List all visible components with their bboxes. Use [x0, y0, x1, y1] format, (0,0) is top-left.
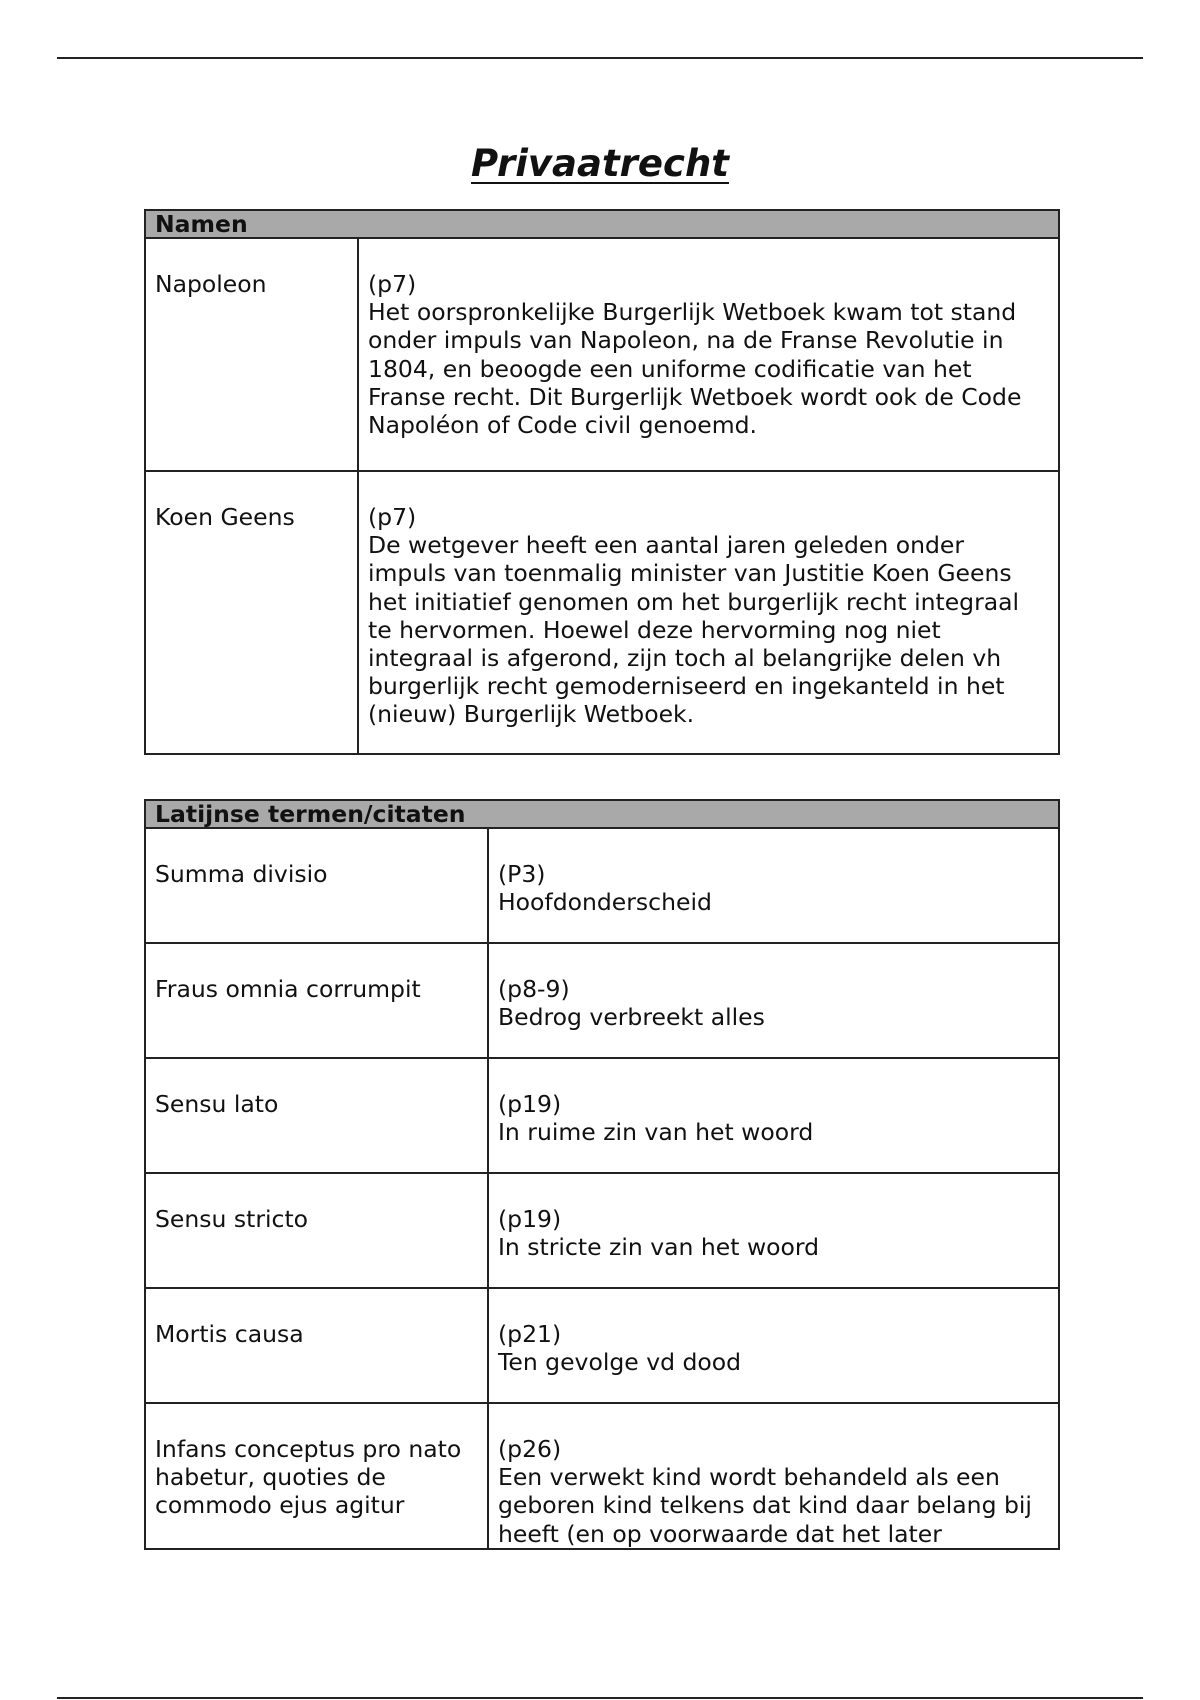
name-term: Koen Geens: [145, 471, 358, 754]
description-text: De wetgever heeft een aantal jaren geleden onder impuls van toenmalig minister van Justitie Koen Geens het initiatief genomen om het burgerlijk recht integraal te hervormen. Hoewel deze hervorming nog niet integraal is afgerond, zijn toch al belangrijke delen vh burgerlijk recht gemoderniseerd en ingekanteld in het (nieuw) Burgerlijk Wetboek.: [368, 531, 1020, 729]
table-row: [145, 828, 1059, 943]
names-table-header: Namen: [145, 210, 1059, 238]
latin-term: Fraus omnia corrumpit: [145, 943, 488, 1058]
latin-translation: [488, 1173, 1059, 1288]
page-reference: (p7): [368, 270, 417, 298]
latin-terms-table: [144, 799, 1060, 1550]
latin-table-header: Latijnse termen/citaten: [145, 800, 1059, 828]
page-reference: (p21): [498, 1320, 562, 1348]
page-reference: (p7): [368, 503, 417, 531]
table-row: [145, 471, 1059, 754]
latin-translation: [488, 943, 1059, 1058]
name-description: [358, 471, 1059, 754]
table-row: [145, 943, 1059, 1058]
latin-translation: [488, 828, 1059, 943]
latin-translation: [488, 1288, 1059, 1403]
latin-term: Sensu lato: [145, 1058, 488, 1173]
translation-text: Ten gevolge vd dood: [498, 1348, 742, 1377]
table-row: [145, 1403, 1059, 1549]
name-description: [358, 238, 1059, 471]
page-title: Privaatrecht: [471, 142, 729, 185]
latin-translation: [488, 1403, 1059, 1549]
footer-rule: [57, 1697, 1143, 1699]
translation-text: In stricte zin van het woord: [498, 1233, 820, 1262]
translation-text: In ruime zin van het woord: [498, 1118, 814, 1147]
translation-text: Bedrog verbreekt alles: [498, 1003, 765, 1032]
latin-translation: [488, 1058, 1059, 1173]
page-reference: (p19): [498, 1090, 562, 1118]
description-text: Het oorspronkelijke Burgerlijk Wetboek kwam tot stand onder impuls van Napoleon, na de Franse Revolutie in 1804, en beoogde een uniforme codificatie van het Franse recht. Dit Burgerlijk Wetboek wordt ook de Code Napoléon of Code civil genoemd.: [368, 298, 1022, 440]
page-reference: (p26): [498, 1435, 562, 1463]
header-rule: [57, 57, 1143, 59]
latin-term: Summa divisio: [145, 828, 488, 943]
table-row: [145, 1288, 1059, 1403]
table-row: [145, 1058, 1059, 1173]
page-reference: (p19): [498, 1205, 562, 1233]
table-row: [145, 238, 1059, 471]
translation-text: Een verwekt kind wordt behandeld als een geboren kind telkens dat kind daar belang bij heeft (en op voorwaarde dat het later: [498, 1463, 1032, 1548]
latin-term: Infans conceptus pro nato habetur, quoties de commodo ejus agitur: [145, 1403, 488, 1549]
name-term: Napoleon: [145, 238, 358, 471]
table-row: [145, 1173, 1059, 1288]
names-table: [144, 209, 1060, 755]
latin-term: Mortis causa: [145, 1288, 488, 1403]
page-reference: (P3): [498, 860, 546, 888]
page-reference: (p8-9): [498, 975, 570, 1003]
latin-term: Sensu stricto: [145, 1173, 488, 1288]
translation-text: Hoofdonderscheid: [498, 888, 712, 917]
